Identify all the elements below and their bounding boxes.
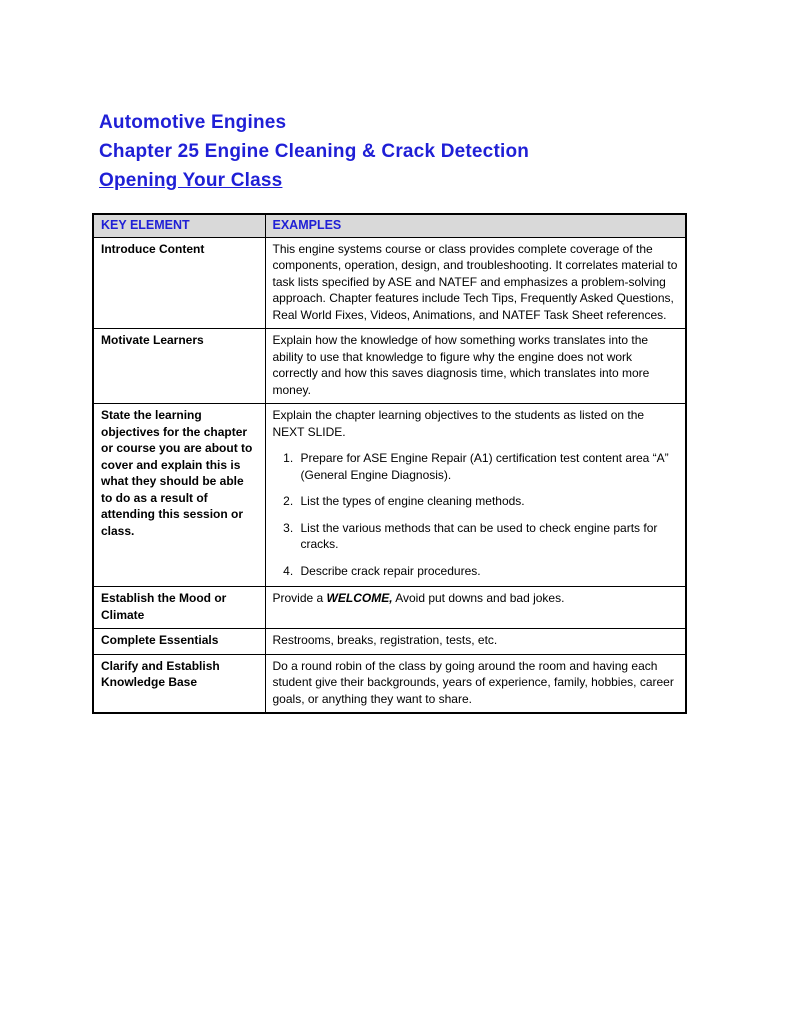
objective-item: 2. List the types of engine cleaning methods. bbox=[297, 493, 679, 510]
table-row bbox=[93, 329, 686, 404]
heading-line-3: Opening Your Class bbox=[99, 170, 283, 191]
key-cell-establish-mood: Establish the Mood or Climate bbox=[93, 587, 265, 629]
key-cell-introduce-content: Introduce Content bbox=[93, 237, 265, 329]
example-text bbox=[273, 590, 679, 607]
heading-line-2: Chapter 25 Engine Cleaning & Crack Detection bbox=[99, 141, 530, 162]
welcome-emphasis: WELCOME, bbox=[326, 591, 393, 605]
table-row bbox=[93, 404, 686, 587]
key-cell-clarify-knowledge-base: Clarify and Establish Knowledge Base bbox=[93, 654, 265, 713]
key-element-table bbox=[92, 213, 687, 714]
example-cell bbox=[265, 237, 686, 329]
table-row bbox=[93, 237, 686, 329]
example-cell bbox=[265, 654, 686, 713]
example-text: Explain how the knowledge of how something works translates into the ability to use that knowledge to figure why the engine does not work correctly and how this saves diagnosis time, which translates into more money. bbox=[272, 333, 650, 397]
column-header-examples: EXAMPLES bbox=[265, 214, 686, 237]
document-heading bbox=[99, 108, 692, 195]
key-cell-complete-essentials: Complete Essentials bbox=[93, 629, 265, 655]
key-cell-motivate-learners: Motivate Learners bbox=[93, 329, 265, 404]
table-row bbox=[93, 629, 686, 655]
example-text: Restrooms, breaks, registration, tests, etc. bbox=[272, 633, 498, 647]
table-header-row bbox=[93, 214, 686, 237]
example-text-suffix: Avoid put downs and bad jokes. bbox=[392, 591, 565, 605]
objectives-list bbox=[273, 450, 679, 579]
example-cell bbox=[265, 404, 686, 587]
table-row bbox=[93, 654, 686, 713]
objective-item: 3. List the various methods that can be used to check engine parts for cracks. bbox=[297, 520, 679, 553]
example-cell bbox=[265, 629, 686, 655]
objective-item: 4. Describe crack repair procedures. bbox=[297, 563, 679, 580]
example-text: Do a round robin of the class by going around the room and having each student give their backgrounds, years of experience, family, hobbies, career goals, or anything they want to share. bbox=[272, 658, 674, 706]
key-cell-learning-objectives: State the learning objectives for the chapter or course you are about to cover and explain this is what they should be able to do as a result of attending this session or class. bbox=[93, 404, 265, 587]
table-row bbox=[93, 587, 686, 629]
example-text: This engine systems course or class provides complete coverage of the components, operation, design, and troubleshooting. It correlates material to task lists specified by ASE and NATEF and emphasizes a problem-solving approach. Chapter features include Tech Tips, Frequently Asked Questions, Real World Fixes, Videos, Animations, and NATEF Task Sheet references. bbox=[272, 241, 678, 322]
objective-item: 1. Prepare for ASE Engine Repair (A1) certification test content area “A” (General Engine Diagnosis). bbox=[297, 450, 679, 483]
example-cell bbox=[265, 587, 686, 629]
example-text-prefix: Provide a bbox=[272, 591, 327, 605]
column-header-key-element: KEY ELEMENT bbox=[93, 214, 265, 237]
heading-line-1: Automotive Engines bbox=[99, 112, 287, 133]
example-intro-text: Explain the chapter learning objectives to the students as listed on the NEXT SLIDE. bbox=[272, 408, 645, 439]
example-cell bbox=[265, 329, 686, 404]
